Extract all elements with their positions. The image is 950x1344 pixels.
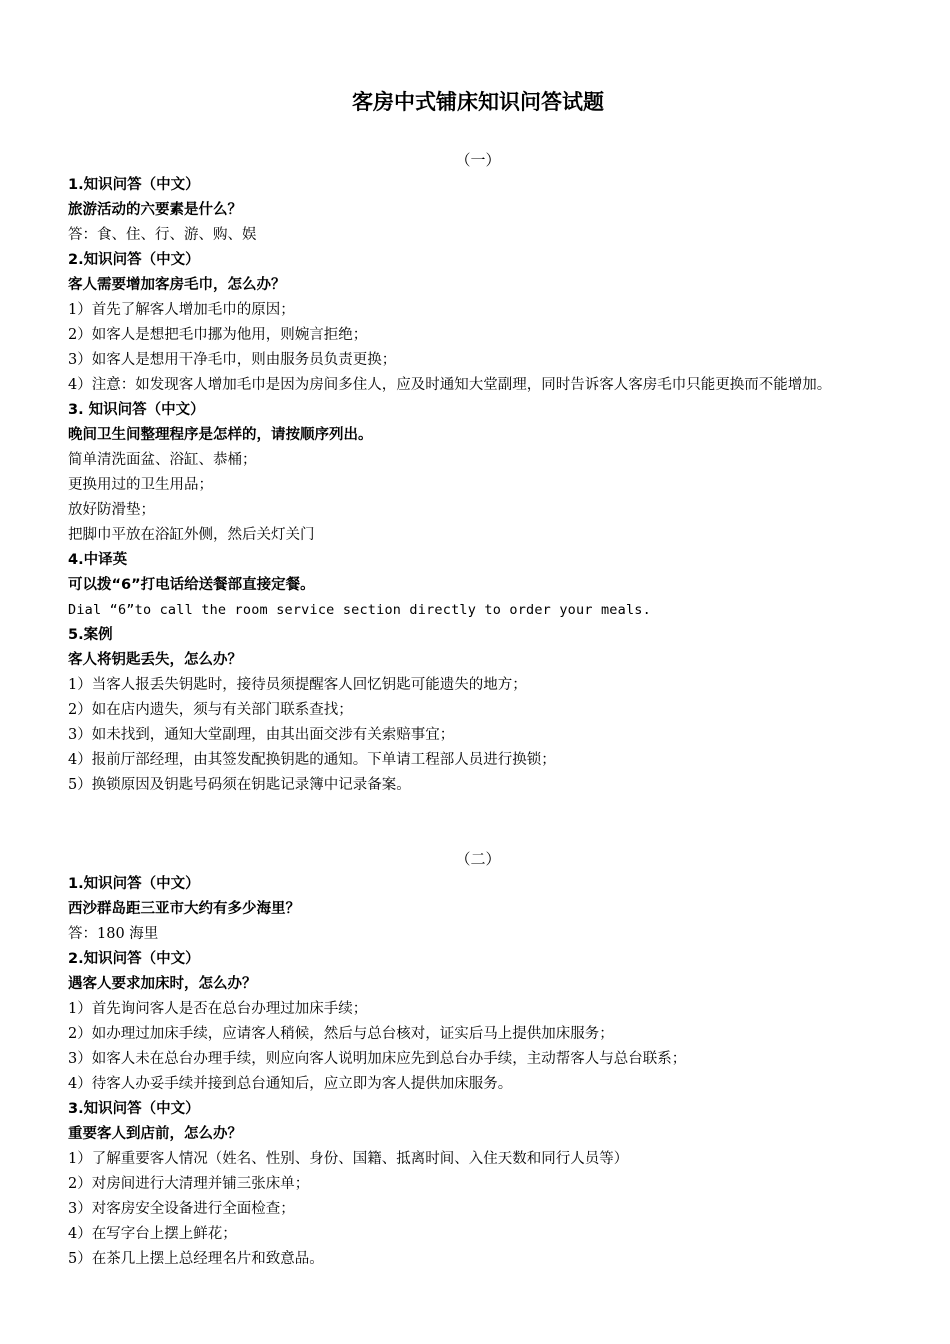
answer-line: 放好防滑垫； xyxy=(68,502,155,518)
answer-line: 答：180 海里 xyxy=(68,926,159,942)
question-text: 重要客人到店前，怎么办？ xyxy=(68,1126,242,1142)
answer-line: 1）首先询问客人是否在总台办理过加床手续； xyxy=(68,1001,368,1017)
answer-line: 3）如未找到，通知大堂副理，由其出面交涉有关索赔事宜； xyxy=(68,727,455,743)
answer-line: 3）对客房安全设备进行全面检查； xyxy=(68,1201,295,1217)
section-heading: （二） xyxy=(455,850,501,868)
question-heading: 2.知识问答（中文） xyxy=(68,951,200,967)
answer-line: 1）当客人报丢失钥匙时，接待员须提醒客人回忆钥匙可能遗失的地方； xyxy=(68,677,527,693)
document-title: 客房中式铺床知识问答试题 xyxy=(352,90,604,114)
question-heading: 4.中译英 xyxy=(68,552,128,568)
question-text: 旅游活动的六要素是什么？ xyxy=(68,202,242,218)
question-text: 客人将钥匙丢失，怎么办？ xyxy=(68,652,242,668)
question-text: 晚间卫生间整理程序是怎样的，请按顺序列出。 xyxy=(68,427,373,443)
answer-line: 3）如客人未在总台办理手续，则应向客人说明加床应先到总台办手续，主动帮客人与总台联系； xyxy=(68,1051,687,1067)
question-heading: 1.知识问答（中文） xyxy=(68,177,200,193)
answer-line: 4）待客人办妥手续并接到总台通知后，应立即为客人提供加床服务。 xyxy=(68,1076,513,1092)
question-text: 西沙群岛距三亚市大约有多少海里？ xyxy=(68,901,300,917)
answer-line: 2）对房间进行大清理并铺三张床单； xyxy=(68,1176,310,1192)
answer-line: 1）了解重要客人情况（姓名、性别、身份、国籍、抵离时间、入住天数和同行人员等） xyxy=(68,1151,629,1167)
answer-line: 2）如在店内遗失，须与有关部门联系查找； xyxy=(68,702,353,718)
answer-line: 5）换锁原因及钥匙号码须在钥匙记录簿中记录备案。 xyxy=(68,777,411,793)
question-heading: 3. 知识问答（中文） xyxy=(68,402,205,418)
answer-line: 5）在茶几上摆上总经理名片和致意品。 xyxy=(68,1251,324,1267)
question-text: 客人需要增加客房毛巾，怎么办？ xyxy=(68,277,286,293)
answer-line: 更换用过的卫生用品； xyxy=(68,477,213,493)
answer-line: 把脚巾平放在浴缸外侧，然后关灯关门 xyxy=(68,527,315,543)
answer-line: 4）在写字台上摆上鲜花； xyxy=(68,1226,237,1242)
answer-line: 2）如客人是想把毛巾挪为他用，则婉言拒绝； xyxy=(68,327,368,343)
section-two xyxy=(68,847,888,1272)
question-text: 可以拨“6”打电话给送餐部直接定餐。 xyxy=(68,577,315,593)
question-heading: 1.知识问答（中文） xyxy=(68,876,200,892)
answer-line: 4）注意：如发现客人增加毛巾是因为房间多住人，应及时通知大堂副理，同时告诉客人客房毛巾只能更换而不能增加。 xyxy=(68,377,832,393)
question-heading: 3.知识问答（中文） xyxy=(68,1101,200,1117)
answer-line: 2）如办理过加床手续，应请客人稍候，然后与总台核对，证实后马上提供加床服务； xyxy=(68,1026,614,1042)
question-heading: 5.案例 xyxy=(68,627,113,643)
section-one xyxy=(68,148,888,798)
section-heading: （一） xyxy=(455,151,501,169)
question-heading: 2.知识问答（中文） xyxy=(68,252,200,268)
english-translation: Dial “6”to call the room service section directly to order your meals. xyxy=(68,602,651,618)
answer-line: 1）首先了解客人增加毛巾的原因； xyxy=(68,302,295,318)
answer-line: 4）报前厅部经理，由其签发配换钥匙的通知。下单请工程部人员进行换锁； xyxy=(68,752,556,768)
answer-line: 简单清洗面盆、浴缸、恭桶； xyxy=(68,452,257,468)
question-text: 遇客人要求加床时，怎么办？ xyxy=(68,976,257,992)
answer-line: 答：食、住、行、游、购、娱 xyxy=(68,227,257,243)
answer-line: 3）如客人是想用干净毛巾，则由服务员负责更换； xyxy=(68,352,397,368)
